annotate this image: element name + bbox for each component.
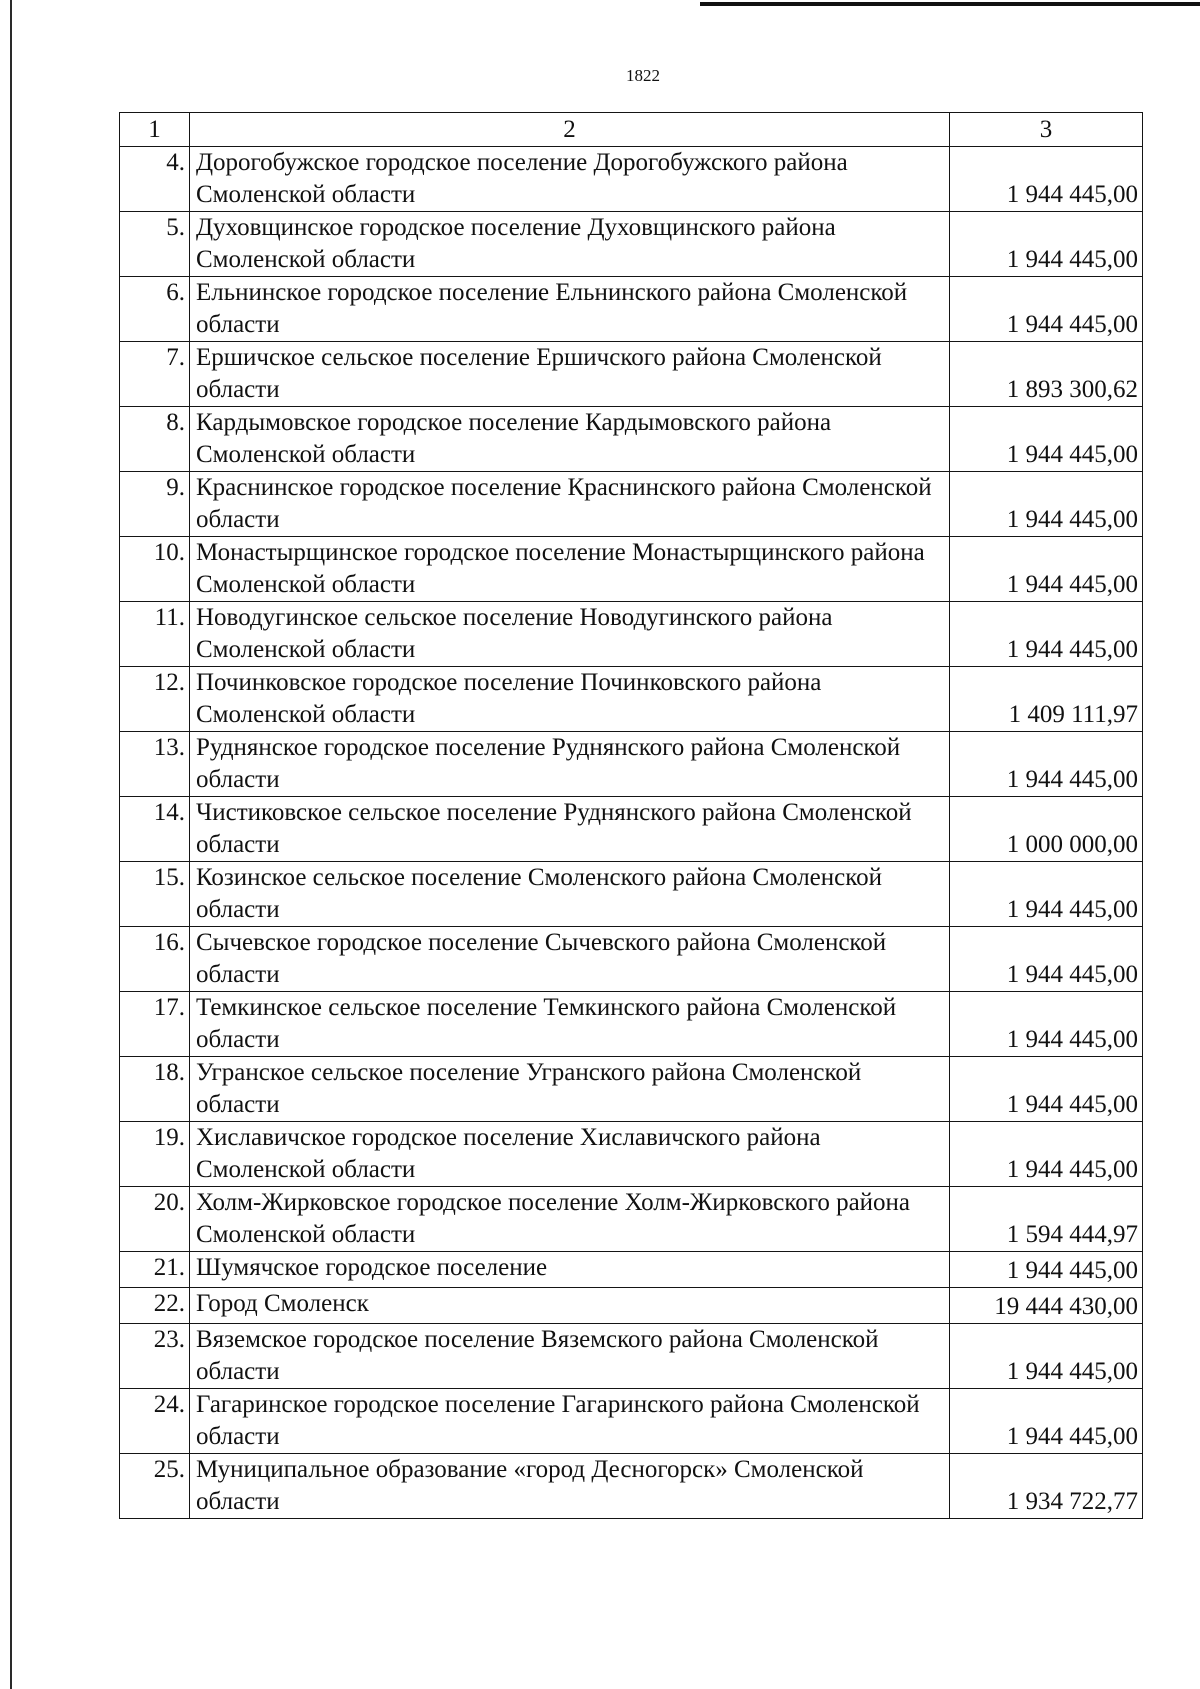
settlement-name: Вяземское городское поселение Вяземского района Смоленской области [190,1324,950,1389]
page-number: 1822 [626,66,660,85]
row-number: 15. [120,862,190,927]
row-number: 12. [120,667,190,732]
allocation-table [119,112,1143,1519]
table-row [120,1187,1143,1252]
table-row [120,1288,1143,1324]
table-row [120,342,1143,407]
settlement-name: Ельнинское городское поселение Ельнинского района Смоленской области [190,277,950,342]
row-number: 18. [120,1057,190,1122]
table-row [120,1252,1143,1288]
row-number: 16. [120,927,190,992]
settlement-name: Хиславичское городское поселение Хиславичского района Смоленской области [190,1122,950,1187]
row-number: 8. [120,407,190,472]
settlement-name: Кардымовское городское поселение Кардымовского района Смоленской области [190,407,950,472]
table-row [120,1122,1143,1187]
settlement-name: Духовщинское городское поселение Духовщинского района Смоленской области [190,212,950,277]
amount: 1 934 722,77 [950,1454,1143,1519]
row-number: 11. [120,602,190,667]
settlement-name: Починковское городское поселение Починковского района Смоленской области [190,667,950,732]
amount: 1 944 445,00 [950,1389,1143,1454]
settlement-name: Краснинское городское поселение Краснинского района Смоленской области [190,472,950,537]
column-header-1: 1 [120,113,190,147]
row-number: 9. [120,472,190,537]
table-row [120,732,1143,797]
amount: 1 409 111,97 [950,667,1143,732]
amount: 1 944 445,00 [950,472,1143,537]
settlement-name: Сычевское городское поселение Сычевского района Смоленской области [190,927,950,992]
settlement-name: Новодугинское сельское поселение Новодугинского района Смоленской области [190,602,950,667]
settlement-name: Шумячское городское поселение [190,1252,950,1288]
settlement-name: Угранское сельское поселение Угранского района Смоленской области [190,1057,950,1122]
amount: 1 944 445,00 [950,1252,1143,1288]
row-number: 21. [120,1252,190,1288]
row-number: 24. [120,1389,190,1454]
amount: 1 000 000,00 [950,797,1143,862]
settlement-name: Гагаринское городское поселение Гагаринского района Смоленской области [190,1389,950,1454]
table-row [120,602,1143,667]
table-row [120,797,1143,862]
table-row [120,1454,1143,1519]
amount: 1 944 445,00 [950,732,1143,797]
table-row [120,862,1143,927]
table-row [120,147,1143,212]
column-header-3: 3 [950,113,1143,147]
amount: 1 944 445,00 [950,407,1143,472]
amount: 1 944 445,00 [950,602,1143,667]
row-number: 10. [120,537,190,602]
amount: 19 444 430,00 [950,1288,1143,1324]
row-number: 14. [120,797,190,862]
table-header-row [120,113,1143,147]
amount: 1 944 445,00 [950,1122,1143,1187]
row-number: 13. [120,732,190,797]
table-row [120,277,1143,342]
amount: 1 944 445,00 [950,537,1143,602]
table-row [120,927,1143,992]
page-edge-line [10,0,12,1689]
amount: 1 944 445,00 [950,212,1143,277]
amount: 1 944 445,00 [950,277,1143,342]
row-number: 23. [120,1324,190,1389]
table-row [120,1389,1143,1454]
settlement-name: Холм-Жирковское городское поселение Холм-Жирковского района Смоленской области [190,1187,950,1252]
row-number: 4. [120,147,190,212]
settlement-name: Темкинское сельское поселение Темкинского района Смоленской области [190,992,950,1057]
settlement-name: Дорогобужское городское поселение Дорогобужского района Смоленской области [190,147,950,212]
row-number: 22. [120,1288,190,1324]
table-row [120,537,1143,602]
settlement-name: Ершичское сельское поселение Ершичского района Смоленской области [190,342,950,407]
table-row [120,212,1143,277]
settlement-name: Козинское сельское поселение Смоленского района Смоленской области [190,862,950,927]
amount: 1 944 445,00 [950,1324,1143,1389]
amount: 1 893 300,62 [950,342,1143,407]
settlement-name: Руднянское городское поселение Руднянского района Смоленской области [190,732,950,797]
row-number: 19. [120,1122,190,1187]
table-row [120,667,1143,732]
amount: 1 944 445,00 [950,862,1143,927]
row-number: 25. [120,1454,190,1519]
row-number: 6. [120,277,190,342]
table-row [120,992,1143,1057]
column-header-2: 2 [190,113,950,147]
row-number: 20. [120,1187,190,1252]
amount: 1 944 445,00 [950,1057,1143,1122]
table-row [120,407,1143,472]
settlement-name: Город Смоленск [190,1288,950,1324]
amount: 1 944 445,00 [950,992,1143,1057]
row-number: 17. [120,992,190,1057]
table-row [120,1324,1143,1389]
amount: 1 944 445,00 [950,147,1143,212]
settlement-name: Муниципальное образование «город Десногорск» Смоленской области [190,1454,950,1519]
table-row [120,1057,1143,1122]
row-number: 5. [120,212,190,277]
top-rule [700,2,1200,6]
row-number: 7. [120,342,190,407]
settlement-name: Монастырщинское городское поселение Монастырщинского района Смоленской области [190,537,950,602]
amount: 1 594 444,97 [950,1187,1143,1252]
amount: 1 944 445,00 [950,927,1143,992]
settlement-name: Чистиковское сельское поселение Руднянского района Смоленской области [190,797,950,862]
table-row [120,472,1143,537]
